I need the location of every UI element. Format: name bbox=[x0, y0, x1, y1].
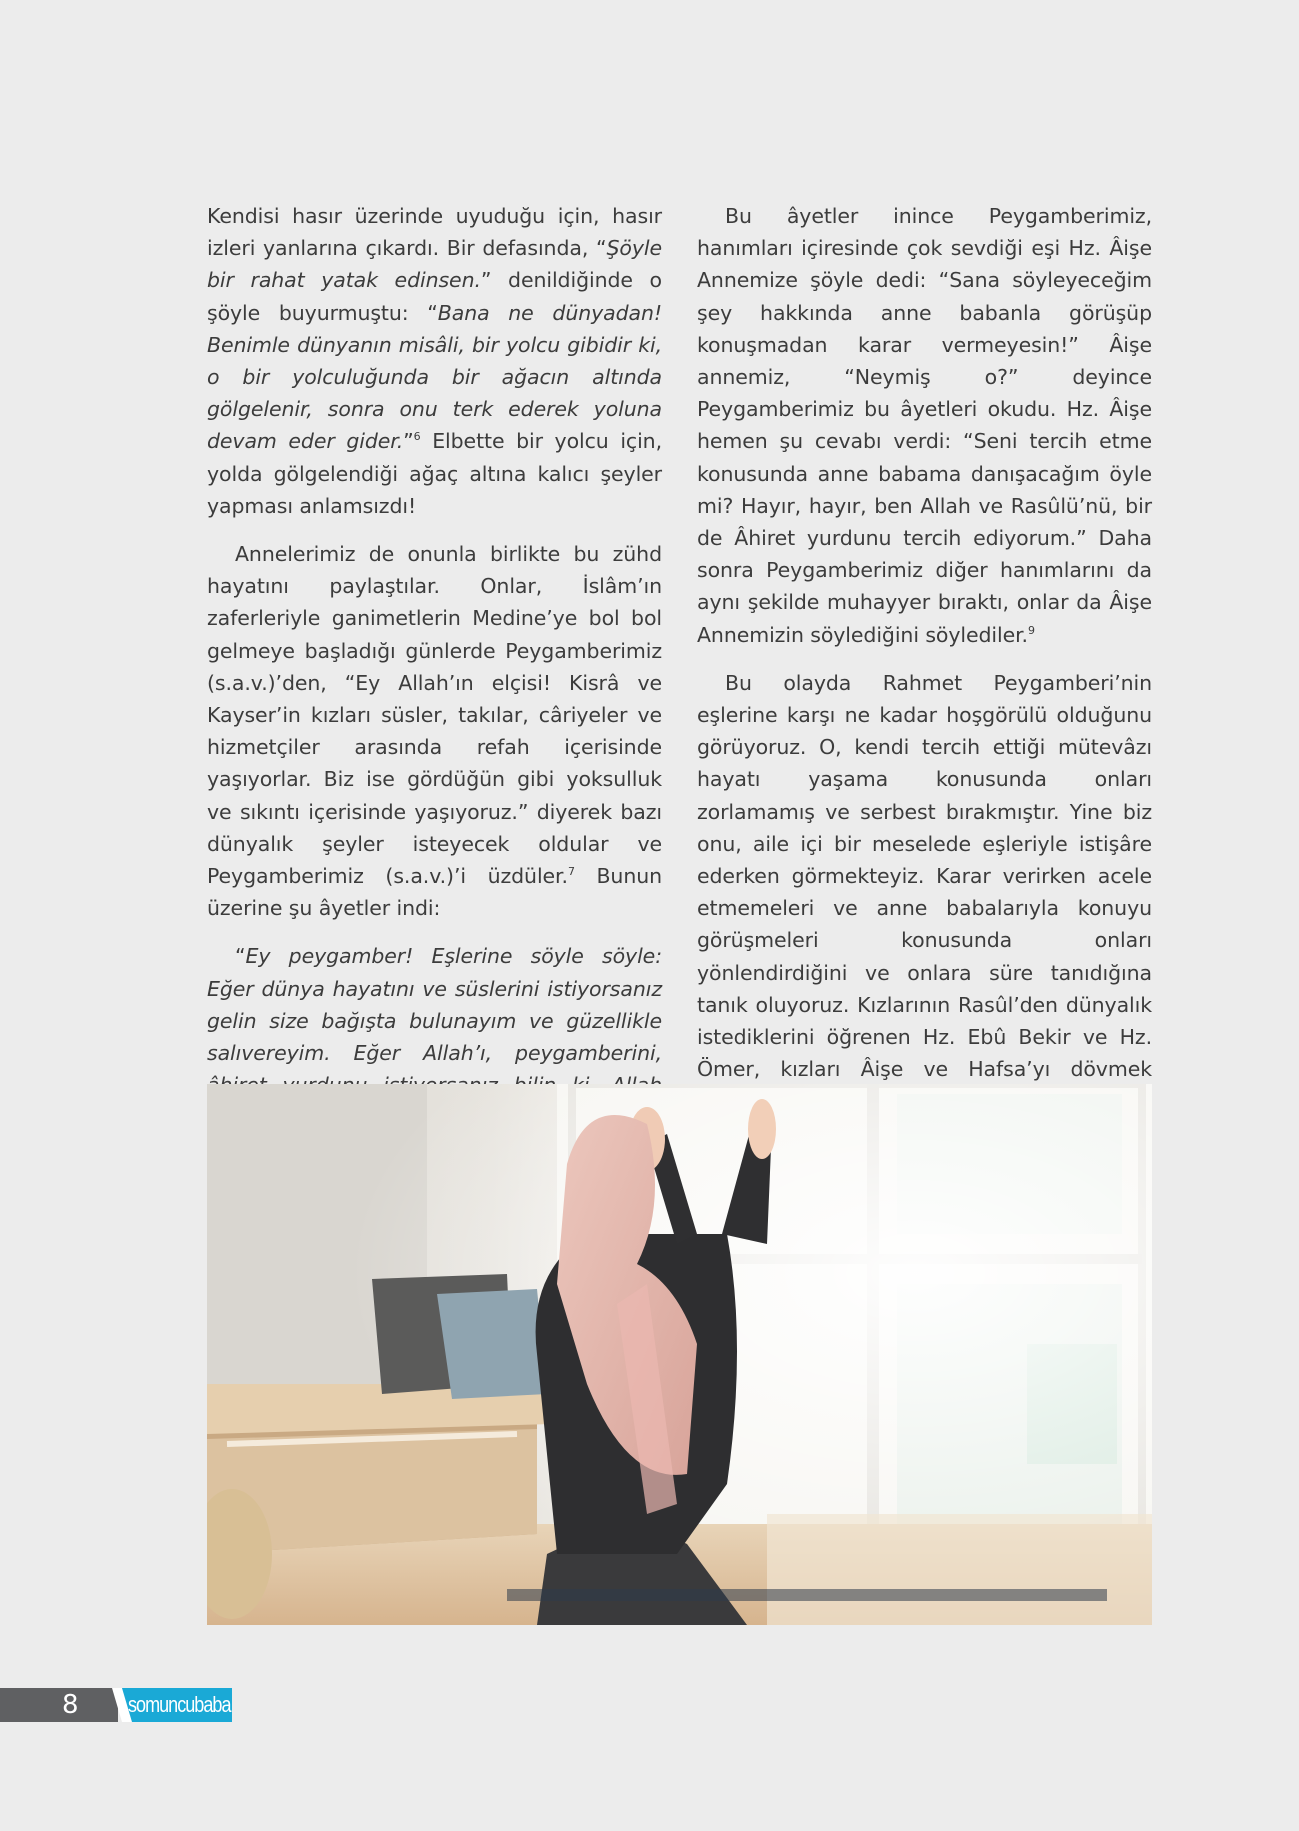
text-run: Kendisi hasır üzerinde uyuduğu için, hasır izleri yanlarına çıkardı. Bir defasında, “ bbox=[207, 204, 662, 261]
article-photo bbox=[207, 1084, 1152, 1625]
text-run: Bu âyetler inince Peygamberimiz, hanımları içiresinde çok sevdiği eşi Hz. Âişe Annemize şöyle dedi: “Sana söyleyeceğim şey hakkında anne babanla görüşüp konuşmadan karar vermeyesin!” Âişe annemiz, “Neymiş o?” deyince Peygamberimiz bu âyetleri okudu. Hz. Âişe hemen şu cevabı verdi: “Seni tercih etme konusunda anne babama danışacağım öyle mi? Hayır, hayır, ben Allah ve Rasûlü’nü, bir de Âhiret yurdunu tercih ediyorum.” Daha sonra Peygamberimiz diğer hanımlarını da aynı şekilde muhayyer bıraktı, onlar da Âişe Annemizin söylediğini söylediler. bbox=[697, 204, 1152, 647]
text-run: Annelerimiz de onunla birlikte bu zühd hayatını paylaştılar. Onlar, İslâm’ın zaferleriyle ganimetlerin Medine’ye bol bol gelmeye başladığı günlerde Peygamberimiz (s.a.v.)’den, “Ey Allah’ın elçisi! Kisrâ ve Kayser’in kızları süsler, takılar, câriyeler ve hizmetçiler arasında refah içerisinde yaşıyorlar. Biz ise gördüğün gibi yoksulluk ve sıkıntı içerisinde yaşıyoruz.” diyerek bazı dünyalık şeyler isteyecek oldular ve Peygamberimiz (s.a.v.)’i üzdüler. bbox=[207, 542, 662, 889]
text-run: ” bbox=[403, 429, 414, 454]
italic-text: Ey peygamber! Eşlerine söyle söyle: Eğer dünya hayatını ve süslerini istiyorsanız gelin size bağışta bulunayım ve güzellikle salıvereyim. Eğer Allah’ı, peygamberini, bbox=[207, 944, 662, 1066]
italic-text: Bana ne dünyadan! Benimle dünyanın misâli, bir yolcu gibidir ki, o bir yolculuğunda bir ağacın altında gölgelenir, sonra onu terk ederek yoluna devam eder gider. bbox=[207, 300, 662, 454]
text-run: Bu olayda Rahmet Peygamberi’nin eşlerine karşı ne kadar hoşgörülü olduğunu görüyoruz. O, kendi tercih ettiği mütevâzı hayatı yaşama konusunda onları zorlamamış ve serbest bırakmıştır. Yine biz onu, aile içi bir meselede eşleriyle istişâre ederken görmekteyiz. Karar verirken acele etmemeleri ve anne babalarıyla konuyu görüşmeleri konusunda onları yönlendirdiğini ve onlara süre tanıdığına tanık oluyoruz. Kızlarının Rasûl’den dünyalık istediklerini öğrenen Hz. Ebû Bekir ve Hz. Ömer, kızları Âişe ve Hafsa’yı dövmek bbox=[697, 670, 1152, 1082]
paragraph bbox=[207, 200, 662, 522]
text-run: Elbette bir yolcu için, yolda gölgelendiği ağaç altına kalıcı şeyler yapması anlamsızdı! bbox=[207, 429, 662, 518]
text-run: Bunun üzerine şu âyetler indi: bbox=[207, 864, 663, 921]
italic-text: Şöyle bir rahat yatak edinsen. bbox=[207, 236, 662, 293]
footnote-marker: 7 bbox=[567, 865, 575, 879]
brand-name: somuncubaba bbox=[128, 1692, 231, 1717]
woman-praying-illustration bbox=[207, 1084, 1152, 1625]
right-text-column bbox=[697, 200, 1152, 1198]
text-run: ” denildiğinde o şöyle buyurmuştu: “ bbox=[207, 268, 662, 325]
footnote-marker: 6 bbox=[413, 430, 421, 444]
page-number: 8 bbox=[62, 1690, 79, 1720]
paragraph bbox=[697, 200, 1152, 651]
footer-page-bar bbox=[0, 1688, 118, 1722]
text-run: “ bbox=[235, 944, 246, 969]
left-text-column bbox=[207, 200, 662, 1182]
footnote-marker: 9 bbox=[1027, 623, 1035, 637]
paragraph bbox=[207, 538, 662, 924]
